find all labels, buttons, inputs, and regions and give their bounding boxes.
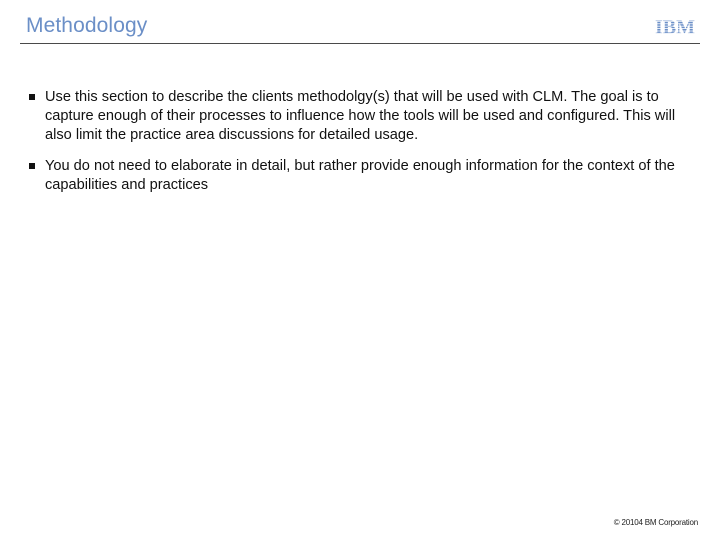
bullet-text: You do not need to elaborate in detail, but rather provide enough information for the context of the capabilities and practices (45, 158, 675, 193)
title-divider (20, 43, 700, 44)
square-bullet-icon (29, 94, 35, 100)
bullet-item (28, 157, 678, 195)
bullet-text: Use this section to describe the clients methodolgy(s) that will be used with CLM. The goal is to capture enough of their processes to influence how the tools will be used and configured. This will also limit the practice area discussions for detailed usage. (45, 89, 676, 143)
square-bullet-icon (29, 163, 35, 169)
bullet-item (28, 88, 678, 145)
ibm-logo-text: IBM (655, 17, 695, 36)
slide-title: Methodology (26, 14, 148, 37)
bullet-list (28, 88, 678, 207)
copyright-footer: © 20104 BM Corporation (613, 518, 698, 527)
ibm-logo (652, 17, 698, 36)
